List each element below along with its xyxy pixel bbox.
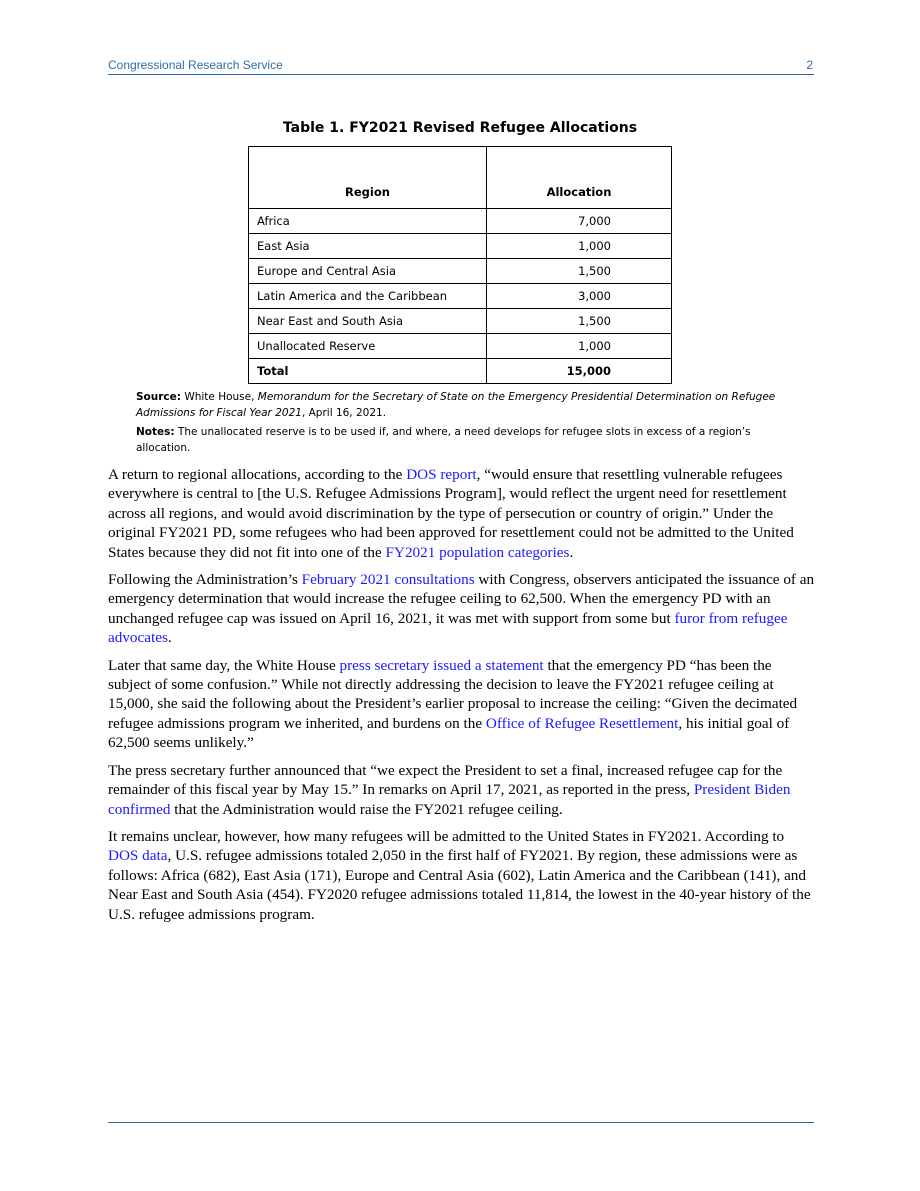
population-categories-link[interactable]: FY2021 population categories [385,543,570,561]
source-post-text: , April 16, 2021. [301,407,387,419]
refugee-advocates-link[interactable]: furor from refugee advocates [108,609,788,647]
table-title: Table 1. FY2021 Revised Refugee Allocations [282,120,638,136]
paragraph [108,465,818,562]
paragraph-text: with Congress, observers anticipated the issuance of an emergency determination that would increase the refugee ceiling to 62,500. When the emergency PD with an unchanged refugee cap was issued on April 16, 2021, it was met with support from some but [108,571,815,627]
press-statement-link[interactable]: press secretary issued a statement [339,656,544,674]
region-cell: Unallocated Reserve [249,334,487,359]
source-pre-text: White House, [180,391,258,403]
region-cell: Africa [249,209,487,234]
february-consultations-link[interactable]: February 2021 consultations [301,571,475,589]
paragraph-text: It remains unclear, however, how many refugees will be admitted to the United States in FY2021. According to [108,827,785,845]
paragraph-text: . [569,543,574,561]
paragraph-text: The press secretary further announced that “we expect the President to set a final, increased refugee cap for the remainder of this fiscal year by May 15.” In remarks on April 17, 2021, as reported in the press, [108,761,783,799]
region-cell: East Asia [249,234,487,259]
paragraph [108,570,818,648]
paragraph-text: , “would ensure that resettling vulnerable refugees everywhere is central to [the U.S. Refugee Admissions Program], would reflect the urgent need for resettlement across all regions, and would avoid discrimination by the type of persecution or country of origin.” Under the original FY2021 PD, some refugees who had been approved for resettlement could not be admitted to the United States because they did not fit into one of the [108,466,794,561]
paragraph [108,656,818,753]
paragraph [108,761,818,819]
allocations-table [248,146,672,384]
dos-data-link[interactable]: DOS data [108,847,168,865]
orr-link[interactable]: Office of Refugee Resettlement [485,714,679,732]
paragraph-text: , U.S. refugee admissions totaled 2,050 in the first half of FY2021. By region, these admissions were as follows: Africa (682), East Asia (171), Europe and Central Asia (602), Latin America and the Caribbean (141), and Near East and South Asia (454). FY2020 refugee admissions totaled 11,814, the lowest in the 40-year history of the U.S. refugee admissions program. [108,847,811,923]
table-source-note [136,389,796,421]
allocation-cell: 1,500 [487,259,672,284]
table-row [249,259,672,284]
paragraph-text: , his initial goal of 62,500 seems unlikely.” [108,714,790,752]
page-number: 2 [806,58,813,72]
running-header [108,56,814,75]
dos-report-link[interactable]: DOS report [406,466,477,483]
table-row [249,334,672,359]
paragraph-text: that the emergency PD “has been the subject of some confusion.” While not directly addressing the decision to leave the FY2021 refugee ceiling at 15,000, she said the following about the President’s earlier proposal to increase the ceiling: “Given the decimated refugee admissions program we inherited, and burdens on the [108,656,798,732]
region-cell: Europe and Central Asia [249,259,487,284]
paragraph-text: Following the Administration’s [108,571,302,589]
region-cell: Near East and South Asia [249,309,487,334]
table-row [249,309,672,334]
paragraph-text: Later that same day, the White House [108,656,340,674]
allocation-cell: 1,500 [487,309,672,334]
region-cell: Latin America and the Caribbean [249,284,487,309]
total-allocation-cell: 15,000 [487,359,672,384]
paragraph-text: that the Administration would raise the FY2021 refugee ceiling. [170,800,563,818]
body-text [108,465,818,932]
header-org-name: Congressional Research Service [108,58,283,72]
source-label: Source: [136,391,181,403]
column-header-region: Region [249,147,487,209]
allocation-cell: 7,000 [487,209,672,234]
total-label-cell: Total [249,359,487,384]
table-notes [136,424,796,456]
table-header-row [249,147,672,209]
source-document-title: Memorandum for the Secretary of State on the Emergency Presidential Determination on Refugee Admissions for Fiscal Year 2021 [136,391,776,419]
table-row [249,234,672,259]
table-row [249,209,672,234]
allocation-cell: 3,000 [487,284,672,309]
allocation-cell: 1,000 [487,334,672,359]
footer-rule [108,1122,814,1123]
table-row [249,284,672,309]
table-total-row [249,359,672,384]
paragraph-text: . [167,629,172,647]
notes-label: Notes: [136,426,175,438]
column-header-allocation: Allocation [487,147,672,209]
allocation-cell: 1,000 [487,234,672,259]
paragraph [108,827,818,924]
notes-text: The unallocated reserve is to be used if, and where, a need develops for refugee slots in excess of a region’s allocation. [136,426,751,454]
biden-confirmed-link[interactable]: President Biden confirmed [108,781,791,818]
paragraph-text: A return to regional allocations, according to the [108,466,407,483]
